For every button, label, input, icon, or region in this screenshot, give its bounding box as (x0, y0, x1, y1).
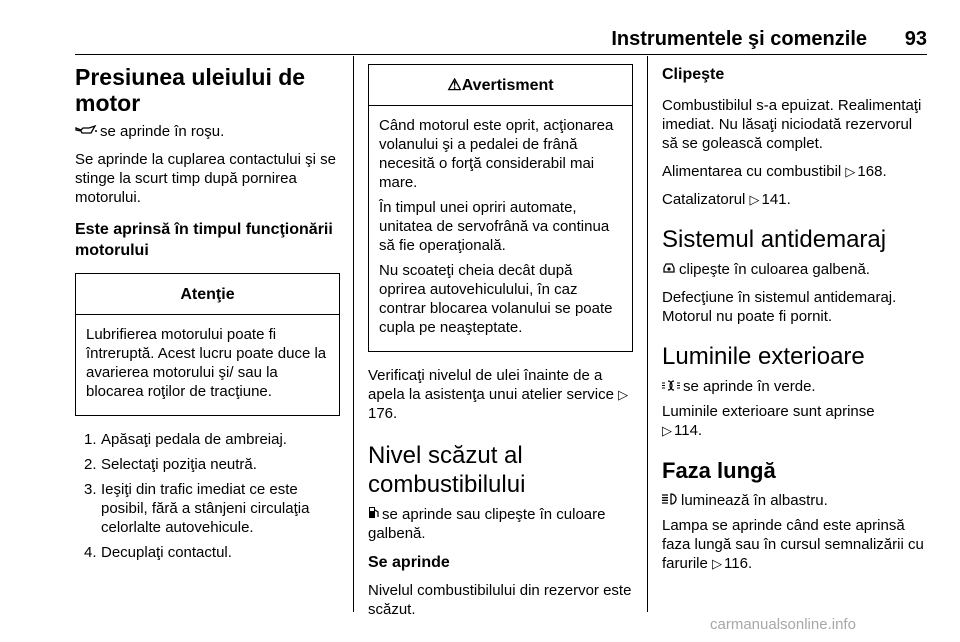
ext-indicator-line (662, 377, 932, 396)
column-2 (368, 64, 633, 628)
subheading-running: Este aprinsă în timpul funcţionării motorului (75, 221, 333, 259)
header-rule (75, 54, 927, 55)
ext-indicator-text: se aprinde în verde. (683, 378, 816, 395)
oil-indicator-line (75, 122, 340, 141)
attention-text: Lubrifierea motorului poate fi întreruptă. Acest lucru poate duce la avarierea motorului şi/ sau la blocarea roţilor de tracţiune. (86, 326, 327, 400)
section-title-oil-pressure: Presiunea uleiului de motor (75, 64, 306, 116)
hb-ref: 116. (724, 555, 753, 572)
oil-can-icon (75, 122, 97, 141)
column-divider (647, 56, 648, 612)
fuel-ref: 168. (857, 163, 887, 180)
page-number: 93 (904, 28, 927, 50)
hb-text: Lampa se aprinde când este aprinsă faza lungă sau în cursul semnalizării cu farurile ▷ 116. (662, 517, 924, 572)
fuel-ref-line: Alimentarea cu combustibil ▷ 168. (662, 163, 887, 180)
reference-arrow-icon: ▷ (712, 556, 723, 571)
blink-text: Combustibilul s-a epuizat. Realimentaţi imediat. Nu lăsaţi niciodată rezervorul să se golească complet. (662, 97, 922, 152)
warning-paragraph-3: Nu scoateţi cheia decât după oprirea autovehiculului, în caz contrar blocarea volanului se poate cupla pe neaşteptate. (379, 262, 613, 336)
cat-ref: 141. (761, 191, 791, 208)
attention-box (75, 273, 340, 416)
immo-text: Defecţiune în sistemul antidemaraj. Motorul nu poate fi pornit. (662, 289, 897, 325)
reference-arrow-icon: ▷ (749, 192, 760, 207)
list-item: 3. Ieşiţi din trafic imediat ce este posibil, fără a stânjeni circulaţia celorlalte autovehicule. (84, 481, 310, 536)
car-key-icon (662, 260, 676, 279)
ext-text-line: Luminile exterioare sunt aprinse ▷ 114. (662, 403, 875, 439)
page-header (75, 26, 927, 54)
warning-box (368, 64, 633, 352)
warning-triangle-icon: ⚠ (447, 77, 462, 94)
ext-ref: 114. (674, 422, 703, 439)
oil-intro-text: Se aprinde la cuplarea contactului şi se stinge la scurt timp după pornirea motorului. (75, 151, 336, 206)
subheading-blink: Clipeşte (662, 66, 725, 83)
high-beam-icon (662, 491, 678, 510)
column-1 (75, 64, 340, 568)
steps-list (75, 430, 340, 562)
reference-arrow-icon: ▷ (845, 164, 856, 179)
section-title-low-fuel: Nivel scăzut al combustibilului (368, 442, 526, 498)
hb-indicator-text: luminează în albastru. (681, 492, 828, 509)
hb-indicator-line (662, 491, 932, 510)
column-3 (662, 64, 932, 582)
fuel-indicator-line (368, 505, 633, 543)
lit-text: Nivelul combustibilului din rezervor este scăzut. (368, 582, 632, 618)
warning-paragraph-1: Când motorul este oprit, acţionarea volanului şi a pedalei de frână necesită o forţă considerabil mai mare. (379, 117, 614, 191)
cat-ref-line: Catalizatorul ▷ 141. (662, 191, 791, 208)
list-item: 1. Apăsaţi pedala de ambreiaj. (84, 431, 287, 448)
section-title-immobilizer: Sistemul antidemaraj (662, 226, 887, 253)
column-divider (353, 56, 354, 612)
watermark: carmanualsonline.info (710, 616, 856, 633)
warning-paragraph-2: În timpul unei opriri automate, unitatea de servofrână va continua să fie operaţională. (379, 199, 610, 254)
check-oil-text: Verificaţi nivelul de ulei înainte de a apela la asistenţa unui atelier service ▷176. (368, 367, 629, 422)
check-oil-ref: 176. (368, 405, 398, 422)
section-title-high-beam: Faza lungă (662, 458, 776, 483)
attention-title: Atenţie (76, 274, 339, 315)
side-lights-icon (662, 377, 680, 396)
reference-arrow-icon: ▷ (662, 423, 672, 438)
fuel-pump-icon (368, 505, 379, 524)
section-title-exterior-lights: Luminile exterioare (662, 343, 865, 370)
reference-arrow-icon: ▷ (618, 387, 629, 402)
immo-indicator-text: clipeşte în culoarea galbenă. (679, 261, 870, 278)
oil-indicator-text: se aprinde în roşu. (100, 123, 225, 140)
subheading-lit: Se aprinde (368, 554, 450, 571)
list-item: 4. Decuplaţi contactul. (84, 544, 232, 561)
warning-title-row (369, 65, 632, 106)
immo-indicator-line (662, 260, 932, 279)
list-item: 2. Selectaţi poziţia neutră. (84, 456, 257, 473)
header-title: Instrumentele şi comenzile (611, 28, 867, 50)
warning-title: Avertisment (461, 77, 554, 94)
fuel-indicator-text: se aprinde sau clipeşte în culoare galbenă. (368, 506, 606, 542)
